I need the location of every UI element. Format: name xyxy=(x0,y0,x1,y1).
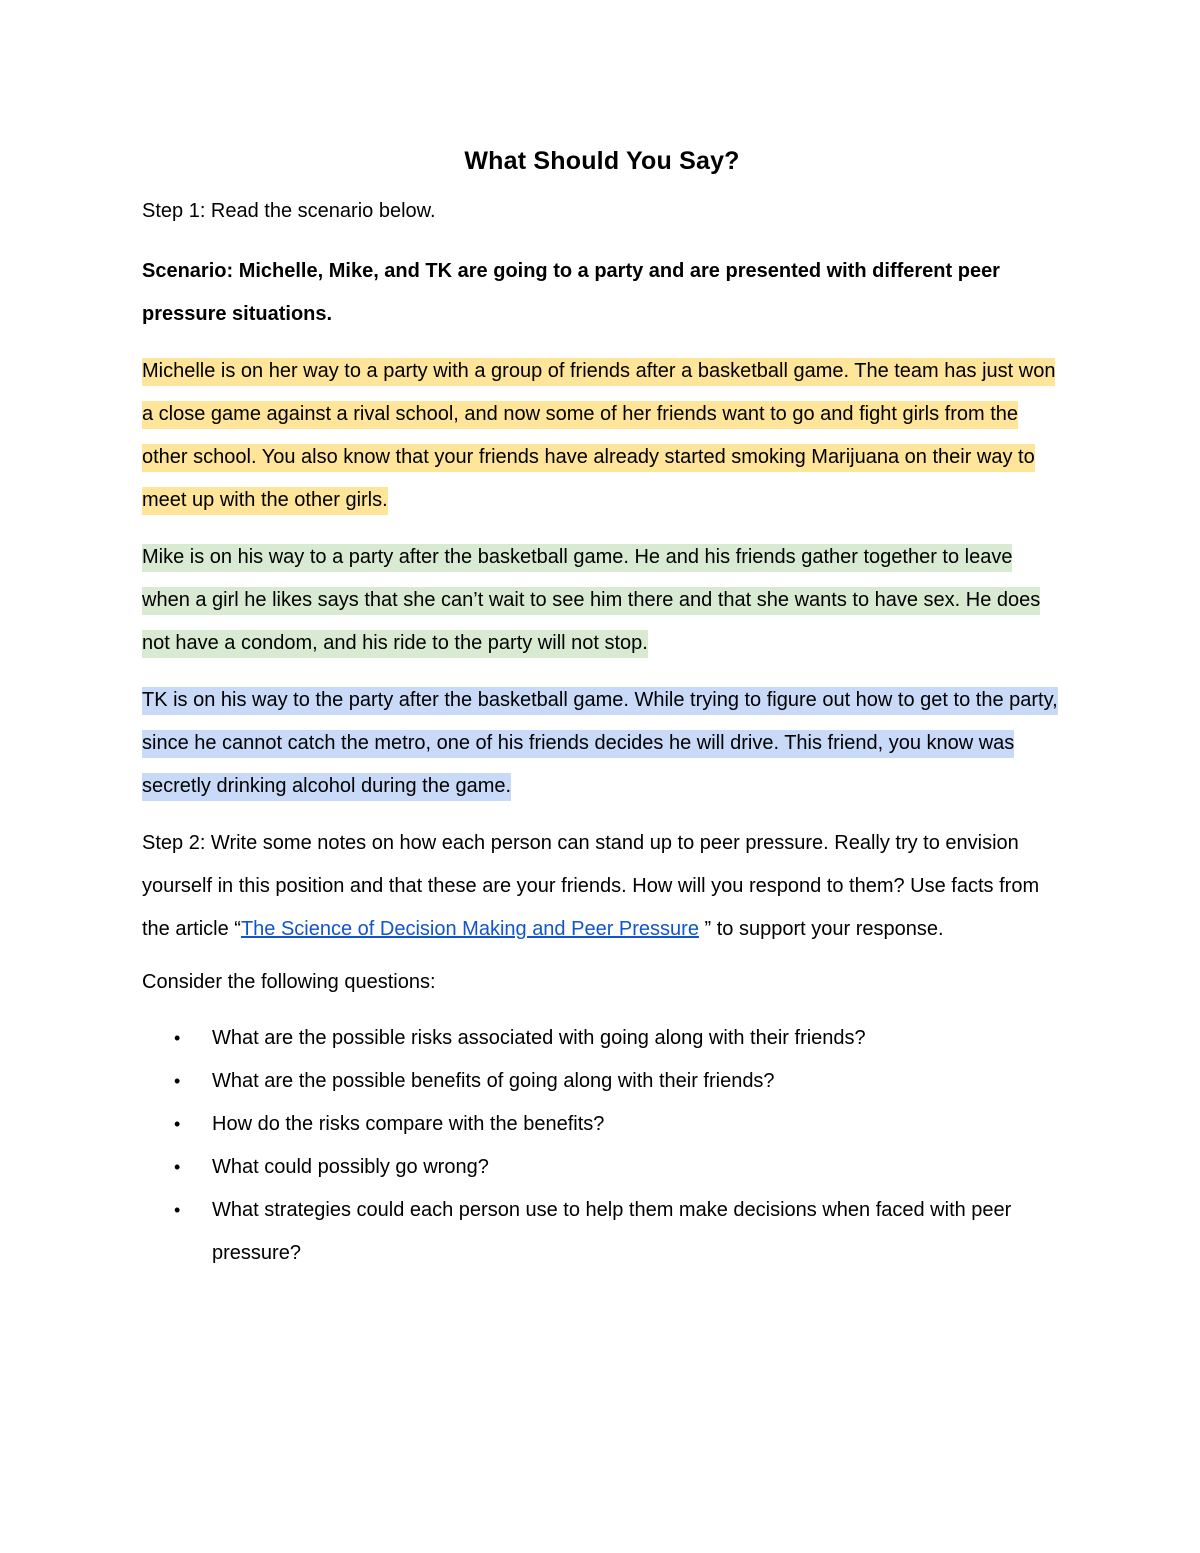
questions-list xyxy=(142,1017,1062,1275)
bullet-icon: • xyxy=(174,1071,181,1091)
mike-scenario xyxy=(142,536,1062,665)
tk-scenario-text: TK is on his way to the party after the basketball game. While trying to figure out how to get to the party, since he cannot catch the metro, one of his friends decides he will drive. This friend, you know was secretly drinking alcohol during the game. xyxy=(142,687,1058,801)
michelle-scenario-text: Michelle is on her way to a party with a group of friends after a basketball game. The team has just won a close game against a rival school, and now some of her friends want to go and fight girls from the other school. You also know that your friends have already started smoking Marijuana on their way to meet up with the other girls. xyxy=(142,358,1055,515)
list-item xyxy=(142,1189,1062,1275)
bullet-icon: • xyxy=(174,1114,181,1134)
bullet-icon: • xyxy=(174,1200,181,1220)
article-link[interactable]: The Science of Decision Making and Peer Pressure xyxy=(240,918,699,940)
document-title: What Should You Say? xyxy=(464,147,740,175)
step-1-instruction: Step 1: Read the scenario below. xyxy=(142,200,436,222)
list-item xyxy=(142,1146,1062,1189)
step-2-text-after: ” to support your response. xyxy=(698,918,944,940)
question-text: What strategies could each person use to help them make decisions when faced with peer pressure? xyxy=(212,1199,1012,1264)
tk-scenario xyxy=(142,679,1062,808)
list-item xyxy=(142,1103,1062,1146)
question-text: What are the possible risks associated with going along with their friends? xyxy=(212,1027,866,1049)
question-text: How do the risks compare with the benefits? xyxy=(212,1113,605,1135)
document-body xyxy=(142,140,1062,1275)
bullet-icon: • xyxy=(174,1028,181,1048)
step-2-instruction xyxy=(142,822,1062,951)
michelle-scenario xyxy=(142,350,1062,522)
mike-scenario-text: Mike is on his way to a party after the basketball game. He and his friends gather together to leave when a girl he likes says that she can’t wait to see him there and that she wants to have sex. He does not have a condom, and his ride to the party will not stop. xyxy=(142,544,1040,658)
question-text: What are the possible benefits of going along with their friends? xyxy=(212,1070,775,1092)
question-text: What could possibly go wrong? xyxy=(212,1156,489,1178)
step-2-text-before: Step 2: Write some notes on how each person can stand up to peer pressure. Really try to envision yourself in this position and that these are your friends. How will you respond to them? Use facts from the article “ xyxy=(142,832,1040,940)
scenario-intro: Scenario: Michelle, Mike, and TK are going to a party and are presented with different peer pressure situations. xyxy=(142,260,1000,325)
consider-heading: Consider the following questions: xyxy=(142,971,436,993)
list-item xyxy=(142,1060,1062,1103)
list-item xyxy=(142,1017,1062,1060)
bullet-icon: • xyxy=(174,1157,181,1177)
